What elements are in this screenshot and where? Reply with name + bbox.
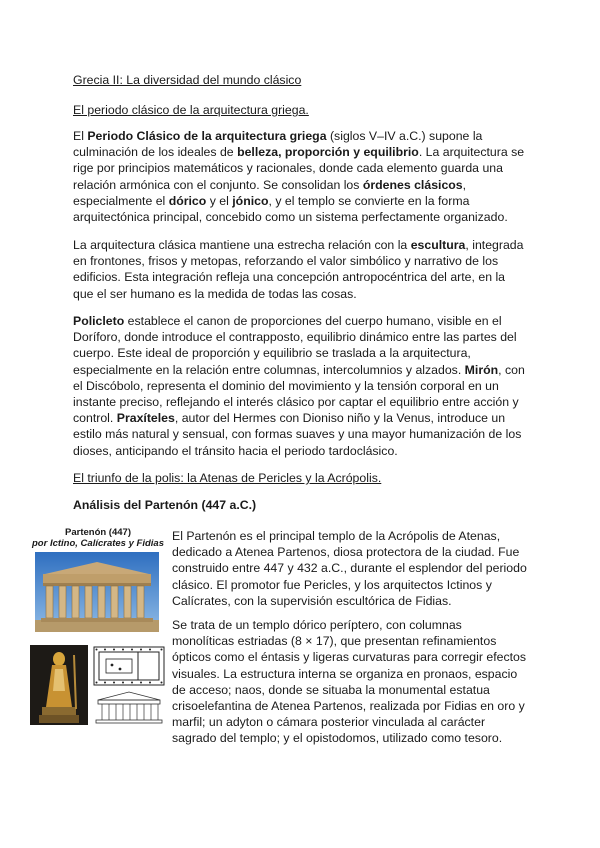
- parthenon-elevation-drawing: [92, 690, 166, 726]
- athena-statue-photo: [30, 645, 88, 725]
- paragraph-classical-period: El Periodo Clásico de la arquitectura griega (siglos V–IV a.C.) supone la culminación de los ideales de belleza, proporción y equilibrio. La arquitectura se rige por principios matemáticos y racionales, donde cada elemento guarda una relación armónica con el conjunto. Se consolidan los órdenes clásicos, especialmente el dórico y el jónico, y el templo se convierte en la forma arquitectónica principal, concebido como un sistema perfectamente organizado.: [73, 129, 525, 225]
- parthenon-photo: [35, 552, 159, 632]
- page-title: Grecia II: La diversidad del mundo clásico: [73, 73, 302, 87]
- parthenon-floor-plan: [92, 645, 166, 687]
- section-heading-classical: El periodo clásico de la arquitectura griega.: [73, 103, 309, 117]
- image-caption: Partenón (447) por Ictino, Calícrates y Fidias: [32, 527, 164, 549]
- subheading-parthenon: Análisis del Partenón (447 a.C.): [73, 498, 257, 512]
- paragraph-sculpture: La arquitectura clásica mantiene una estrecha relación con la escultura, integrada en frontones, frisos y metopas, reforzando el valor simbólico y narrativo de los edificios. Esta integración refleja una concepción antropocéntrica del arte, en la que el ser humano es la medida de todas las cosas.: [73, 238, 524, 301]
- section-heading-polis: El triunfo de la polis: la Atenas de Pericles y la Acrópolis.: [73, 471, 382, 485]
- paragraph-sculptors: Policleto establece el canon de proporciones del cuerpo humano, visible en el Doríforo, donde introduce el contrapposto, equilibrio dinámico entre las partes del cuerpo. Este ideal de proporción y equilibrio se traslada a la arquitectura, especialmente en la relación entre columnas, intercolumnios y alzados. Mirón, con el Discóbolo, representa el dominio del movimiento y la tensión corporal en un instante preciso, reflejando el interés clásico por captar el equilibrio entre acción y control. Praxíteles, autor del Hermes con Dioniso niño y la Venus, introduce un estilo más natural y sensual, con formas suaves y una mayor humanización de los dioses, anticipando el tránsito hacia el periodo tardoclásico.: [73, 314, 525, 458]
- paragraph-parthenon-structure: Se trata de un templo dórico períptero, con columnas monolíticas estriadas (8 × 17), que presentan refinamientos ópticos como el éntasis y ligeras curvaturas para corregir efectos visuales. La estructura interna se organiza en pronaos, espacio de acceso; naos, donde se situaba la monumental estatua crisoelefantina de Atenea Partenos, realizada por Fidias en oro y marfil; un adyton o cámara posterior vinculada al carácter sagrado del templo; y el opistodomos, utilizado como tesoro.: [172, 618, 527, 746]
- paragraph-parthenon-intro: El Partenón es el principal templo de la Acrópolis de Atenas, dedicado a Atenea Partenos, diosa protectora de la ciudad. Fue construido entre 447 y 432 a.C., durante el esplendor del periodo clásico. El promotor fue Pericles, y los arquitectos Ictinos y Calícrates, con la supervisión escultórica de Fidias.: [172, 529, 527, 608]
